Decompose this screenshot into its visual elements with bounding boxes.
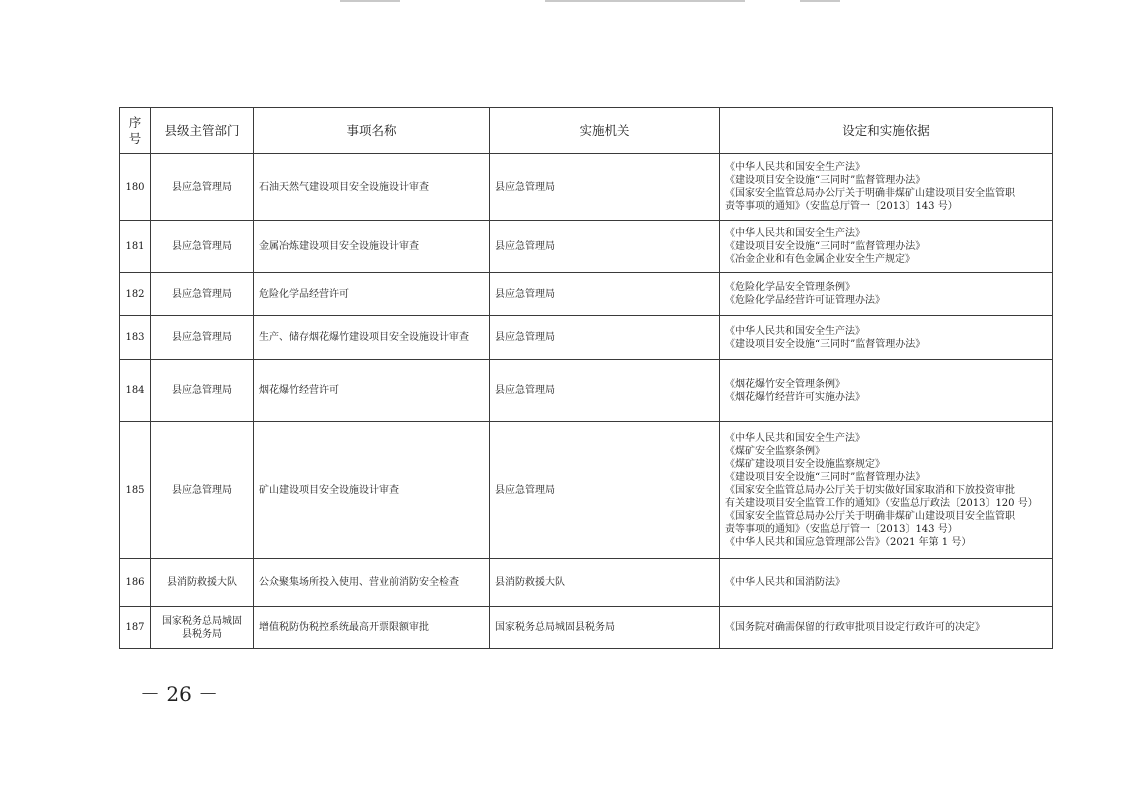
table-row xyxy=(120,360,1053,422)
cell-item-name: 生产、储存烟花爆竹建设项目安全设施设计审查 xyxy=(254,316,490,360)
table-row xyxy=(120,422,1053,559)
legal-basis-line: 责等事项的通知》（安监总厅管一〔2013〕143 号） xyxy=(725,201,958,212)
table-row xyxy=(120,154,1053,221)
legal-basis-line: 《烟花爆竹安全管理条例》 xyxy=(725,378,845,390)
cell-serial-number: 180 xyxy=(120,154,151,221)
cell-item-name: 公众聚集场所投入使用、营业前消防安全检查 xyxy=(254,559,490,607)
cell-department: 县应急管理局 xyxy=(151,154,254,221)
cell-legal-basis xyxy=(720,221,1053,273)
cell-serial-number: 182 xyxy=(120,273,151,316)
cell-department: 县应急管理局 xyxy=(151,221,254,273)
header-legal-basis: 设定和实施依据 xyxy=(720,108,1053,154)
legal-basis-line: 《建设项目安全设施“三同时”监督管理办法》 xyxy=(725,338,926,350)
page-number: － 26 － xyxy=(140,682,219,706)
legal-basis-line: 《中华人民共和国安全生产法》 xyxy=(725,432,865,444)
header-serial-number xyxy=(120,108,151,154)
cell-item-name: 增值税防伪税控系统最高开票限额审批 xyxy=(254,607,490,649)
cell-department: 县应急管理局 xyxy=(151,316,254,360)
department-line: 县税务局 xyxy=(182,628,222,640)
legal-basis-line: 《国务院对确需保留的行政审批项目设定行政许可的决定》 xyxy=(725,622,985,633)
table-row xyxy=(120,316,1053,360)
table-row xyxy=(120,273,1053,316)
table-row xyxy=(120,221,1053,273)
cell-implementing-agency: 县应急管理局 xyxy=(490,360,720,422)
cell-legal-basis xyxy=(720,316,1053,360)
cell-item-name: 矿山建设项目安全设施设计审查 xyxy=(254,422,490,559)
cell-legal-basis xyxy=(720,422,1053,559)
legal-basis-line: 责等事项的通知》（安监总厅管一〔2013〕143 号） xyxy=(725,523,958,535)
scan-mark xyxy=(800,0,840,2)
cell-implementing-agency: 县应急管理局 xyxy=(490,422,720,559)
approval-items-table xyxy=(119,107,1053,649)
cell-legal-basis xyxy=(720,559,1053,607)
legal-basis-line: 《国家安全监管总局办公厅关于明确非煤矿山建设项目安全监管职 xyxy=(725,510,1015,522)
table-row xyxy=(120,607,1053,649)
cell-department: 县消防救援大队 xyxy=(151,559,254,607)
legal-basis-line: 《中华人民共和国安全生产法》 xyxy=(725,162,865,173)
cell-serial-number: 181 xyxy=(120,221,151,273)
legal-basis-line: 《中华人民共和国安全生产法》 xyxy=(725,228,865,239)
header-implementing-agency: 实施机关 xyxy=(490,108,720,154)
legal-basis-line: 《危险化学品安全管理条例》 xyxy=(725,282,855,293)
legal-basis-line: 《冶金企业和有色金属企业安全生产规定》 xyxy=(725,254,915,265)
legal-basis-line: 《煤矿安全监察条例》 xyxy=(725,445,825,457)
scan-mark xyxy=(545,0,745,2)
cell-legal-basis xyxy=(720,607,1053,649)
legal-basis-line: 《危险化学品经营许可证管理办法》 xyxy=(725,295,885,306)
header-serial-number-label: 序号 xyxy=(128,114,142,146)
table-header-row xyxy=(120,108,1053,154)
legal-basis-line: 有关建设项目安全监管工作的通知》（安监总厅政法〔2013〕120 号） xyxy=(725,497,1038,509)
cell-department: 县应急管理局 xyxy=(151,360,254,422)
cell-implementing-agency: 县应急管理局 xyxy=(490,316,720,360)
cell-serial-number: 183 xyxy=(120,316,151,360)
cell-department xyxy=(151,607,254,649)
cell-legal-basis xyxy=(720,273,1053,316)
cell-serial-number: 184 xyxy=(120,360,151,422)
cell-implementing-agency: 县应急管理局 xyxy=(490,273,720,316)
legal-basis-line: 《建设项目安全设施“三同时”监督管理办法》 xyxy=(725,175,926,186)
header-department: 县级主管部门 xyxy=(151,108,254,154)
cell-serial-number: 186 xyxy=(120,559,151,607)
legal-basis-line: 《建设项目安全设施“三同时”监督管理办法》 xyxy=(725,241,926,252)
cell-legal-basis xyxy=(720,360,1053,422)
cell-item-name: 金属冶炼建设项目安全设施设计审查 xyxy=(254,221,490,273)
cell-department: 县应急管理局 xyxy=(151,273,254,316)
legal-basis-line: 《煤矿建设项目安全设施监察规定》 xyxy=(725,458,885,470)
legal-basis-line: 《中华人民共和国应急管理部公告》（2021 年第 1 号） xyxy=(725,536,972,548)
legal-basis-line: 《国家安全监管总局办公厅关于切实做好国家取消和下放投资审批 xyxy=(725,484,1015,496)
cell-serial-number: 185 xyxy=(120,422,151,559)
legal-basis-line: 《烟花爆竹经营许可实施办法》 xyxy=(725,391,865,403)
cell-department: 县应急管理局 xyxy=(151,422,254,559)
cell-serial-number: 187 xyxy=(120,607,151,649)
header-item-name: 事项名称 xyxy=(254,108,490,154)
legal-basis-line: 《国家安全监管总局办公厅关于明确非煤矿山建设项目安全监管职 xyxy=(725,188,1015,199)
scan-mark xyxy=(340,0,400,2)
cell-item-name: 危险化学品经营许可 xyxy=(254,273,490,316)
legal-basis-line: 《中华人民共和国消防法》 xyxy=(725,577,845,588)
cell-implementing-agency: 县消防救援大队 xyxy=(490,559,720,607)
cell-item-name: 烟花爆竹经营许可 xyxy=(254,360,490,422)
cell-legal-basis xyxy=(720,154,1053,221)
cell-item-name: 石油天然气建设项目安全设施设计审查 xyxy=(254,154,490,221)
table-row xyxy=(120,559,1053,607)
table-body xyxy=(120,154,1053,649)
legal-basis-line: 《中华人民共和国安全生产法》 xyxy=(725,325,865,337)
cell-implementing-agency: 县应急管理局 xyxy=(490,221,720,273)
department-line: 国家税务总局城固 xyxy=(162,615,242,627)
legal-basis-line: 《建设项目安全设施“三同时”监督管理办法》 xyxy=(725,471,926,483)
cell-implementing-agency: 县应急管理局 xyxy=(490,154,720,221)
cell-implementing-agency: 国家税务总局城固县税务局 xyxy=(490,607,720,649)
